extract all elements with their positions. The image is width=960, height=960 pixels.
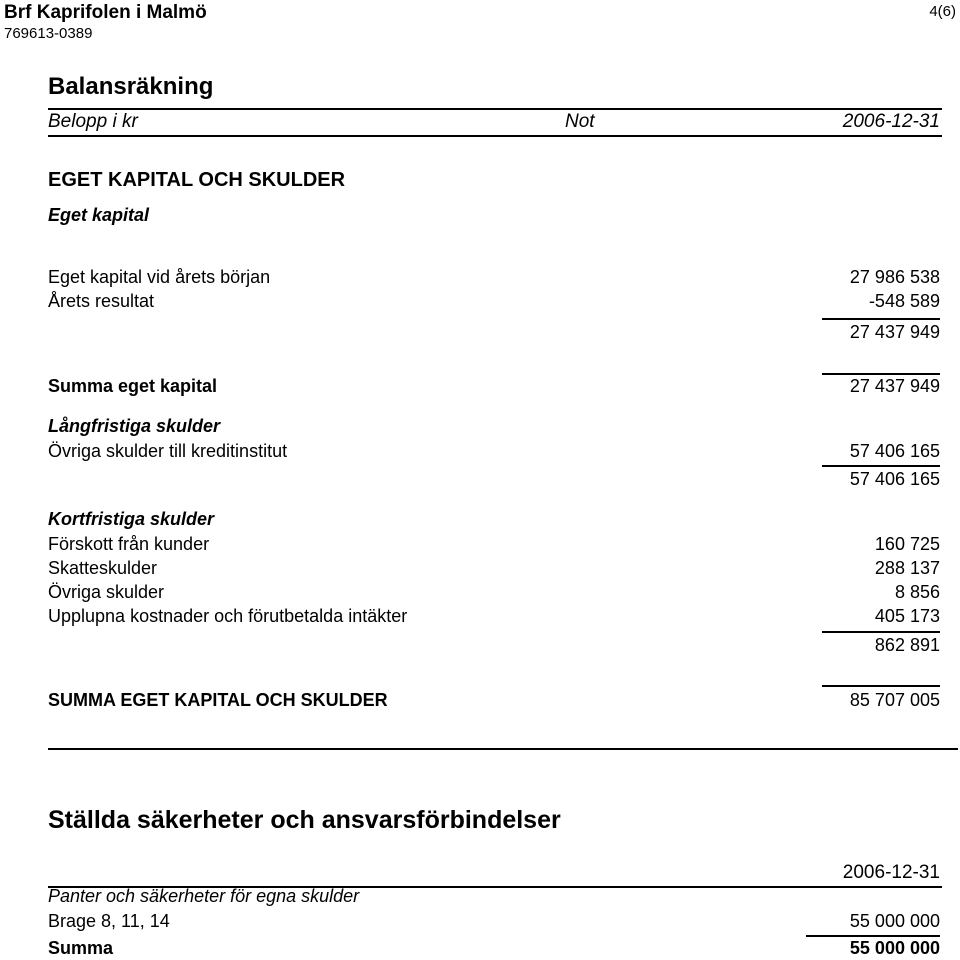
equity-subtotal-rule <box>822 318 940 320</box>
long-term-row-label: Övriga skulder till kreditinstitut <box>48 441 288 461</box>
page-number: 4(6) <box>929 3 956 20</box>
short-term-heading: Kortfristiga skulder <box>48 509 215 529</box>
grand-total-label: SUMMA EGET KAPITAL OCH SKULDER <box>48 690 388 710</box>
equity-row-label: Eget kapital vid årets början <box>48 267 271 287</box>
short-term-row-label: Upplupna kostnader och förutbetalda intäkter <box>48 606 408 626</box>
equity-total-value: 27 437 949 <box>849 376 940 396</box>
short-term-row-value: 160 725 <box>874 534 940 554</box>
pledged-row-label: Brage 8, 11, 14 <box>48 911 170 931</box>
equity-row-value: 27 986 538 <box>849 267 940 287</box>
column-label-note: Not <box>565 111 595 132</box>
pledged-heading: Panter och säkerheter för egna skulder <box>48 886 360 906</box>
short-term-row-value: 288 137 <box>874 558 940 578</box>
pledged-column-date: 2006-12-31 <box>842 862 940 883</box>
long-term-heading: Långfristiga skulder <box>48 416 221 436</box>
short-term-row-value: 8 856 <box>894 582 940 602</box>
long-term-subtotal-rule <box>822 465 940 467</box>
header-rule-top <box>48 108 942 110</box>
section-title: EGET KAPITAL OCH SKULDER <box>48 169 346 191</box>
pledged-total-value: 55 000 000 <box>849 938 940 958</box>
short-term-row-label: Skatteskulder <box>48 558 158 578</box>
org-number: 769613-0389 <box>4 25 93 42</box>
short-term-row-label: Förskott från kunder <box>48 534 210 554</box>
short-term-subtotal-rule <box>822 631 940 633</box>
equity-subtotal: 27 437 949 <box>849 322 940 342</box>
pledged-total-rule <box>806 935 940 937</box>
equity-heading: Eget kapital <box>48 205 150 225</box>
header-rule-bottom <box>48 135 942 137</box>
short-term-row-label: Övriga skulder <box>48 582 165 602</box>
long-term-row-value: 57 406 165 <box>849 441 940 461</box>
grand-total-value: 85 707 005 <box>849 690 940 710</box>
long-term-subtotal: 57 406 165 <box>849 469 940 489</box>
column-label-amount: Belopp i kr <box>48 111 138 132</box>
short-term-row-value: 405 173 <box>874 606 940 626</box>
page-title: Balansräkning <box>48 73 214 100</box>
equity-total-rule <box>822 373 940 375</box>
equity-total-label: Summa eget kapital <box>48 376 218 396</box>
company-name: Brf Kaprifolen i Malmö <box>4 2 207 23</box>
pledged-total-label: Summa <box>48 938 114 958</box>
short-term-subtotal: 862 891 <box>874 635 940 655</box>
equity-row-value: -548 589 <box>868 291 940 311</box>
section-divider <box>48 748 958 750</box>
equity-row-label: Årets resultat <box>48 291 155 311</box>
pledged-title: Ställda säkerheter och ansvarsförbindelser <box>48 806 561 834</box>
grand-total-rule <box>822 685 940 687</box>
pledged-row-value: 55 000 000 <box>849 911 940 931</box>
column-label-date: 2006-12-31 <box>842 111 940 132</box>
